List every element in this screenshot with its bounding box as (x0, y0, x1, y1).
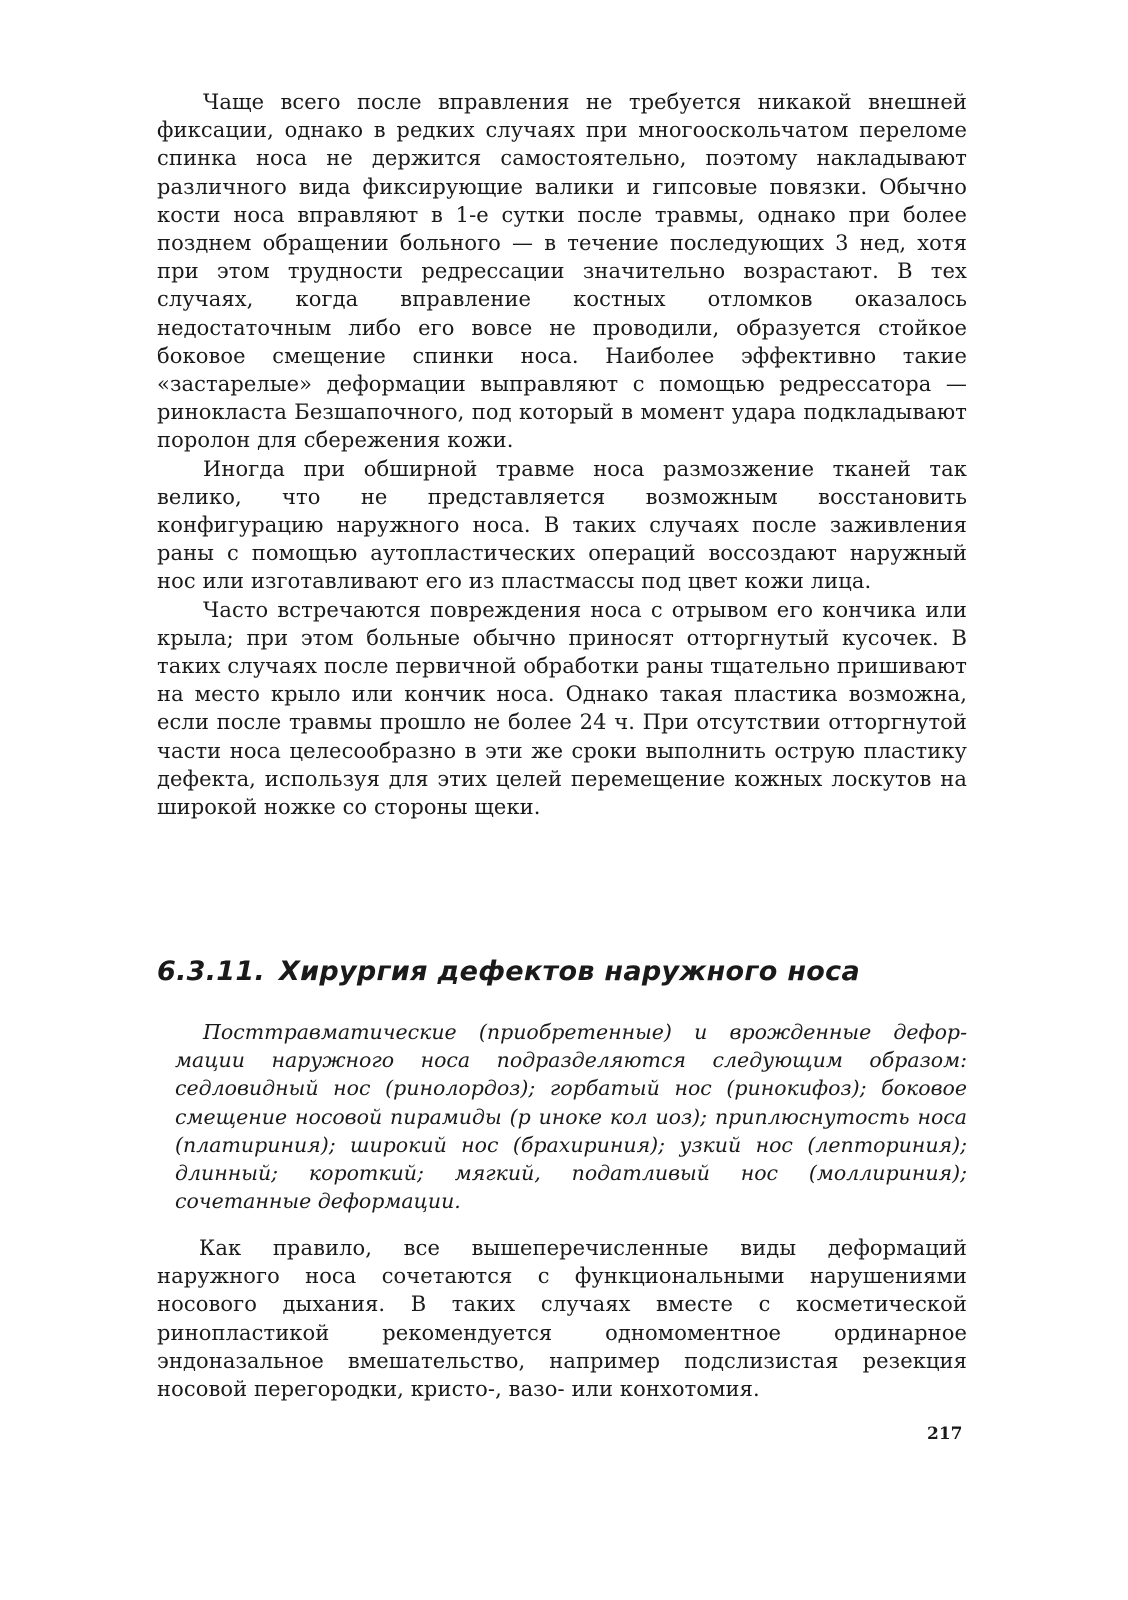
main-text (157, 88, 967, 821)
page-number: 217 (927, 1424, 963, 1444)
section-heading (157, 956, 860, 987)
paragraph-2: Иногда при обширной травме носа размозжение тканей так велико, что не представляется возможным восстановить конфигурацию наружного носа. В таких случаях после заживления раны с помощью аутопластических операций воссоздают наружный нос или изготавливают его из пластмассы под цвет кожи лица. (157, 456, 967, 594)
paragraph-1: Чаще всего после вправления не требуется никакой внешней фиксации, однако в редких случаях при многооскольчатом переломе спинка носа не держится самостоятельно, поэтому накладывают различного вида фиксирующие валики и гипсовые повязки. Обычно кости носа вправляют в 1-е сутки после травмы, однако при более позднем обращении больного — в течение последующих 3 нед, хотя при этом трудности редрессации значительно возрастают. В тех случаях, когда вправление костных отломков оказалось недостаточным либо его вовсе не проводили, образуется стойкое боковое смещение спинки носа. Наиболее эффективно такие «застарелые» деформации выправляют с помощью редрессатора — ринокласта Безшапочного, под который в момент удара подкладывают поролон для сбережения кожи. (157, 90, 967, 453)
paragraph-3: Часто встречаются повреждения носа с отрывом его кончика или крыла; при этом больные обычно приносят отторгнутый кусочек. В таких случаях после первичной обработки раны тщательно пришивают на место крыло или кончик носа. Однако такая пластика возможна, если после травмы прошло не более 24 ч. При отсутствии отторгнутой части носа целесообразно в эти же сроки выполнить острую пластику дефекта, используя для этих целей перемещение кожных лоскутов на широкой ножке со стороны щеки. (157, 597, 967, 820)
section-number: 6.3.11. (157, 956, 266, 987)
section-text (157, 1234, 967, 1403)
section-abstract: Посттравматические (приобретенные) и врожденные деформации наружного носа подразделяются следующим образом: седловидный нос (ринолордоз); горбатый нос (ринокифоз); боковое смещение носовой пирамиды (р иноке кол иоз); приплюснутость носа (платириния); широкий нос (брахириния); узкий нос (лепториния); длинный; короткий; мягкий, податливый нос (моллириния); сочетанные деформации. (175, 1020, 967, 1214)
paragraph-4: Как правило, все вышеперечисленные виды деформаций наружного носа сочетаются с функциональными нарушениями носового дыхания. В таких случаях вместе с косметической ринопластикой рекомендуется одномоментное ординарное эндоназальное вмешательство, например подслизистая резекция носовой перегородки, кристо-, вазо- или конхотомия. (157, 1236, 967, 1402)
section-title: Хирургия дефектов наружного носа (279, 956, 860, 987)
